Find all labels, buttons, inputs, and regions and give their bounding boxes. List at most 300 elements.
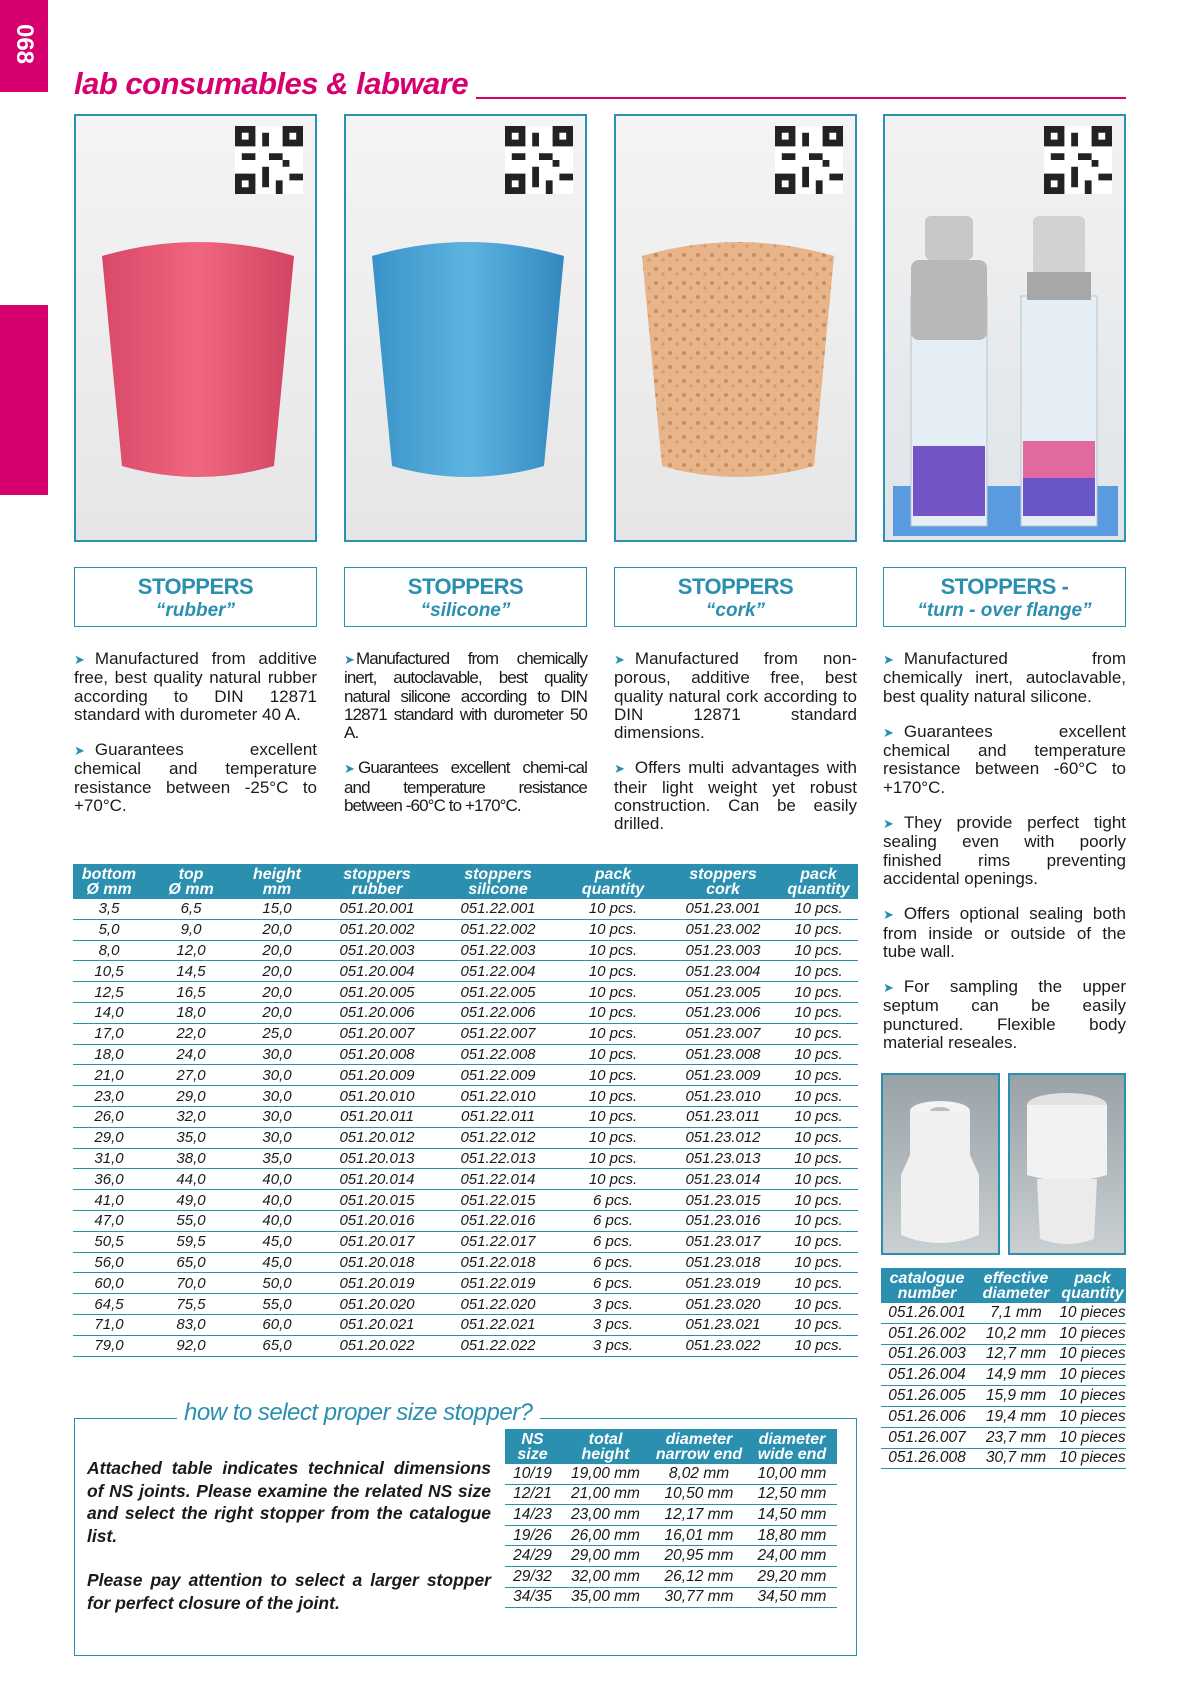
table-cell: 55,0 [237, 1294, 317, 1315]
table-cell: 3 pcs. [559, 1314, 667, 1335]
column-header-line: Ø mm [168, 881, 214, 898]
table-row [73, 1273, 858, 1294]
column-header-line: rubber [351, 881, 403, 898]
table-cell: 20,0 [237, 940, 317, 961]
table-cell: 10 pcs. [559, 1065, 667, 1086]
bullet-arrow-icon: ➤ [883, 980, 894, 996]
table-cell: 10 pcs. [779, 1294, 858, 1315]
table-cell: 10 pcs. [779, 1086, 858, 1107]
table-cell: 6 pcs. [559, 1252, 667, 1273]
table-cell: 10 pcs. [779, 1002, 858, 1023]
table-row [881, 1386, 1126, 1407]
table-cell: 32,00 mm [560, 1566, 651, 1587]
category-box-silicone [344, 567, 587, 627]
table-cell: 051.22.003 [437, 940, 559, 961]
table-cell: 10 pcs. [559, 1148, 667, 1169]
table-cell: 30,0 [237, 1106, 317, 1127]
category-subtitle: “silicone” [420, 600, 511, 621]
table-cell: 051.20.016 [317, 1210, 437, 1231]
table-cell: 10 pieces [1059, 1386, 1126, 1407]
description-text: Offers optional sealing both from inside or outside of the tube wall. [883, 904, 1126, 961]
table-cell: 10 pcs. [559, 940, 667, 961]
table-row [73, 982, 858, 1003]
table-cell: 75,5 [145, 1294, 237, 1315]
table-cell: 051.26.008 [881, 1448, 973, 1469]
description-text: Manufactured from non-porous, additive free, best quality natural cork according to DIN 12871 standard dimensions. [614, 649, 857, 743]
table-cell: 051.20.009 [317, 1065, 437, 1086]
table-cell: 30,77 mm [651, 1587, 747, 1608]
column-header [145, 864, 237, 899]
flange-stopper-thumbnail-1 [881, 1073, 1000, 1255]
table-cell: 6 pcs. [559, 1273, 667, 1294]
silicone-stopper-image [368, 236, 568, 496]
table-cell: 10 pcs. [779, 982, 858, 1003]
table-cell: 051.22.008 [437, 1044, 559, 1065]
table-cell: 051.23.020 [667, 1294, 779, 1315]
bullet-arrow-icon: ➤ [74, 743, 85, 759]
table-cell: 29,0 [73, 1127, 145, 1148]
column-header [779, 864, 858, 899]
column-header-line: bottom [81, 866, 137, 883]
table-cell: 79,0 [73, 1335, 145, 1356]
table-cell: 10 pcs. [779, 1190, 858, 1211]
table-cell: 15,9 mm [973, 1386, 1059, 1407]
table-cell: 19,00 mm [560, 1464, 651, 1484]
table-cell: 10 pcs. [779, 1252, 858, 1273]
table-cell: 30,0 [237, 1086, 317, 1107]
table-cell: 18,0 [73, 1044, 145, 1065]
table-cell: 051.23.005 [667, 982, 779, 1003]
table-cell: 051.23.003 [667, 940, 779, 961]
table-cell: 051.20.018 [317, 1252, 437, 1273]
table-cell: 20,0 [237, 1002, 317, 1023]
table-cell: 051.22.022 [437, 1335, 559, 1356]
column-header-line: height [253, 866, 301, 883]
table-cell: 83,0 [145, 1314, 237, 1335]
table-cell: 30,0 [237, 1065, 317, 1086]
column-header-line: pack [1074, 1270, 1111, 1287]
column-header [437, 864, 559, 899]
table-row [881, 1406, 1126, 1427]
column-header-line: quantity [787, 881, 850, 898]
column-header-line: stoppers [689, 866, 757, 883]
table-cell: 10 pieces [1059, 1406, 1126, 1427]
column-header-line: cork [706, 881, 740, 898]
table-cell: 47,0 [73, 1210, 145, 1231]
table-cell: 051.23.002 [667, 919, 779, 940]
table-cell: 19/26 [505, 1525, 560, 1546]
table-cell: 12,7 mm [973, 1344, 1059, 1365]
table-cell: 14,50 mm [747, 1505, 837, 1526]
table-cell: 30,0 [237, 1127, 317, 1148]
table-row [505, 1546, 837, 1567]
table-cell: 051.22.017 [437, 1231, 559, 1252]
table-cell: 10 pcs. [779, 1023, 858, 1044]
table-cell: 051.20.003 [317, 940, 437, 961]
category-name: STOPPERS [137, 574, 254, 599]
table-cell: 3 pcs. [559, 1335, 667, 1356]
table-cell: 22,0 [145, 1023, 237, 1044]
table-cell: 051.26.002 [881, 1323, 973, 1344]
bullet-arrow-icon: ➤ [883, 907, 894, 923]
table-cell: 051.26.004 [881, 1365, 973, 1386]
table-cell: 10 pieces [1059, 1365, 1126, 1386]
table-cell: 10 pcs. [779, 1314, 858, 1335]
table-cell: 10 pieces [1059, 1323, 1126, 1344]
table-cell: 64,5 [73, 1294, 145, 1315]
table-row [881, 1344, 1126, 1365]
table-cell: 38,0 [145, 1148, 237, 1169]
side-accent-bar [0, 305, 48, 495]
table-cell: 051.23.012 [667, 1127, 779, 1148]
table-cell: 051.23.006 [667, 1002, 779, 1023]
table-cell: 6 pcs. [559, 1190, 667, 1211]
table-cell: 70,0 [145, 1273, 237, 1294]
table-cell: 051.22.020 [437, 1294, 559, 1315]
table-cell: 35,0 [145, 1127, 237, 1148]
table-cell: 10 pcs. [559, 1002, 667, 1023]
column-header-line: NS [521, 1431, 544, 1448]
table-cell: 051.22.009 [437, 1065, 559, 1086]
table-row [881, 1323, 1126, 1344]
table-cell: 9,0 [145, 919, 237, 940]
table-cell: 10 pieces [1059, 1427, 1126, 1448]
table-cell: 051.20.019 [317, 1273, 437, 1294]
table-cell: 051.22.014 [437, 1169, 559, 1190]
table-row [505, 1587, 837, 1608]
table-row [73, 899, 858, 919]
table-cell: 051.20.007 [317, 1023, 437, 1044]
table-cell: 14,0 [73, 1002, 145, 1023]
table-cell: 051.26.005 [881, 1386, 973, 1407]
table-cell: 23,7 mm [973, 1427, 1059, 1448]
table-cell: 10 pcs. [559, 899, 667, 919]
table-cell: 10 pcs. [779, 899, 858, 919]
table-cell: 17,0 [73, 1023, 145, 1044]
table-cell: 41,0 [73, 1190, 145, 1211]
table-cell: 20,0 [237, 982, 317, 1003]
table-row [881, 1448, 1126, 1469]
flange-stopper-table [881, 1268, 1126, 1469]
description-cork [614, 650, 857, 851]
table-cell: 051.23.018 [667, 1252, 779, 1273]
table-cell: 10 pcs. [559, 1044, 667, 1065]
table-cell: 10 pcs. [559, 1169, 667, 1190]
table-cell: 24/29 [505, 1546, 560, 1567]
table-cell: 10 pcs. [779, 1210, 858, 1231]
table-row [73, 1294, 858, 1315]
table-cell: 051.20.015 [317, 1190, 437, 1211]
table-cell: 12,0 [145, 940, 237, 961]
table-cell: 40,0 [237, 1210, 317, 1231]
table-cell: 051.23.009 [667, 1065, 779, 1086]
table-cell: 24,00 mm [747, 1546, 837, 1567]
size-selection-paragraph: Attached table indicates technical dimensions of NS joints. Please examine the related NS size and select the right stopper from the catalogue list. [87, 1458, 491, 1546]
table-cell: 65,0 [237, 1335, 317, 1356]
table-cell: 051.20.013 [317, 1148, 437, 1169]
table-row [881, 1303, 1126, 1323]
bullet-arrow-icon: ➤ [883, 724, 894, 740]
table-cell: 051.22.021 [437, 1314, 559, 1335]
table-cell: 10,5 [73, 961, 145, 982]
table-cell: 051.23.007 [667, 1023, 779, 1044]
column-header-line: effective [983, 1270, 1049, 1287]
column-header-line: quantity [581, 881, 645, 898]
table-cell: 10 pcs. [779, 1127, 858, 1148]
description-text: For sampling the upper septum can be easily punctured. Flexible body material reseales. [883, 977, 1126, 1053]
table-cell: 051.23.015 [667, 1190, 779, 1211]
description-silicone [344, 650, 587, 832]
table-cell: 6,5 [145, 899, 237, 919]
category-name: STOPPERS [407, 574, 524, 599]
table-row [73, 1335, 858, 1356]
flange-stopper-thumbnail-2 [1008, 1073, 1126, 1255]
table-cell: 7,1 mm [973, 1303, 1059, 1323]
table-cell: 45,0 [237, 1252, 317, 1273]
table-cell: 051.22.002 [437, 919, 559, 940]
category-box-turn-over-flange [883, 567, 1126, 627]
column-header [651, 1429, 747, 1464]
column-header-line: number [897, 1285, 957, 1302]
description-text: Manufactured from chemically inert, autoclavable, best quality natural silicone according to DIN 12871 standard with durometer 50 A. [344, 649, 587, 743]
table-cell: 10 pcs. [559, 1086, 667, 1107]
table-cell: 27,0 [145, 1065, 237, 1086]
table-cell: 50,5 [73, 1231, 145, 1252]
table-cell: 23,00 mm [560, 1505, 651, 1526]
table-cell: 051.20.002 [317, 919, 437, 940]
table-cell: 3,5 [73, 899, 145, 919]
title-rule [476, 97, 1126, 99]
column-header-line: pack [594, 866, 632, 883]
table-cell: 051.20.011 [317, 1106, 437, 1127]
table-cell: 10 pcs. [779, 1065, 858, 1086]
table-cell: 71,0 [73, 1314, 145, 1335]
qr-code-icon [1044, 126, 1112, 194]
table-row [505, 1525, 837, 1546]
page-number: 068 [11, 23, 38, 65]
bullet-arrow-icon: ➤ [614, 652, 625, 667]
table-cell: 051.23.008 [667, 1044, 779, 1065]
table-cell: 051.23.022 [667, 1335, 779, 1356]
description-turn-over-flange [883, 650, 1126, 1069]
table-row [73, 1148, 858, 1169]
column-header [73, 864, 145, 899]
column-header-line: mm [262, 881, 292, 898]
column-header [747, 1429, 837, 1464]
table-cell: 051.20.022 [317, 1335, 437, 1356]
table-cell: 051.23.016 [667, 1210, 779, 1231]
column-header-line: pack [800, 866, 837, 883]
product-photo-cork [614, 114, 857, 542]
table-row [73, 1065, 858, 1086]
table-cell: 051.22.016 [437, 1210, 559, 1231]
table-cell: 10 pcs. [779, 1044, 858, 1065]
table-row [73, 1231, 858, 1252]
description-text: Offers multi advantages with their light weight yet robust construction. Can be easily drilled. [614, 758, 857, 834]
table-row [505, 1484, 837, 1505]
table-cell: 35,00 mm [560, 1587, 651, 1608]
table-row [73, 1086, 858, 1107]
table-cell: 3 pcs. [559, 1294, 667, 1315]
table-cell: 12,50 mm [747, 1484, 837, 1505]
table-cell: 16,01 mm [651, 1525, 747, 1546]
category-subtitle: “turn - over flange” [917, 600, 1092, 621]
flange-stopper-image [1010, 1075, 1124, 1253]
table-cell: 40,0 [237, 1169, 317, 1190]
table-cell: 12,17 mm [651, 1505, 747, 1526]
table-cell: 20,95 mm [651, 1546, 747, 1567]
size-selection-text [87, 1457, 491, 1636]
table-cell: 10 pcs. [779, 1335, 858, 1356]
table-cell: 051.22.015 [437, 1190, 559, 1211]
table-cell: 10 pcs. [559, 1023, 667, 1044]
table-cell: 10/19 [505, 1464, 560, 1484]
table-cell: 36,0 [73, 1169, 145, 1190]
table-cell: 051.23.021 [667, 1314, 779, 1335]
table-cell: 051.20.010 [317, 1086, 437, 1107]
table-cell: 8,02 mm [651, 1464, 747, 1484]
table-cell: 10 pcs. [779, 1106, 858, 1127]
table-cell: 20,0 [237, 961, 317, 982]
description-rubber [74, 650, 317, 832]
table-cell: 26,12 mm [651, 1566, 747, 1587]
product-photo-silicone [344, 114, 587, 542]
table-row [73, 1023, 858, 1044]
table-cell: 051.20.017 [317, 1231, 437, 1252]
table-cell: 12/21 [505, 1484, 560, 1505]
table-cell: 40,0 [237, 1190, 317, 1211]
table-cell: 18,80 mm [747, 1525, 837, 1546]
bullet-arrow-icon: ➤ [74, 652, 85, 667]
table-cell: 10,2 mm [973, 1323, 1059, 1344]
table-cell: 10 pcs. [559, 1106, 667, 1127]
category-subtitle: “cork” [705, 600, 766, 621]
column-header-line: silicone [468, 881, 528, 898]
table-cell: 26,00 mm [560, 1525, 651, 1546]
table-row [73, 1002, 858, 1023]
table-cell: 051.26.001 [881, 1303, 973, 1323]
table-cell: 30,0 [237, 1044, 317, 1065]
table-cell: 051.23.014 [667, 1169, 779, 1190]
table-cell: 29,00 mm [560, 1546, 651, 1567]
rubber-stopper-image [98, 236, 298, 496]
column-header-line: stoppers [343, 866, 411, 883]
table-cell: 21,0 [73, 1065, 145, 1086]
table-cell: 29,20 mm [747, 1566, 837, 1587]
table-cell: 59,5 [145, 1231, 237, 1252]
column-header [559, 864, 667, 899]
table-row [73, 961, 858, 982]
table-cell: 051.22.006 [437, 1002, 559, 1023]
description-text: Manufactured from additive free, best quality natural rubber according to DIN 12871 standard with durometer 40 A. [74, 649, 317, 724]
table-cell: 26,0 [73, 1106, 145, 1127]
table-cell: 6 pcs. [559, 1210, 667, 1231]
table-cell: 051.26.006 [881, 1406, 973, 1427]
column-header [237, 864, 317, 899]
table-cell: 10 pcs. [779, 1231, 858, 1252]
table-cell: 10 pcs. [559, 1127, 667, 1148]
table-cell: 051.22.010 [437, 1086, 559, 1107]
bullet-arrow-icon: ➤ [344, 761, 354, 777]
table-cell: 10 pcs. [559, 961, 667, 982]
column-header [505, 1429, 560, 1464]
cork-stopper-image [638, 236, 838, 496]
ns-joint-table [505, 1429, 837, 1608]
column-header-line: Ø mm [86, 881, 132, 898]
category-subtitle: “rubber” [155, 600, 236, 621]
column-header-line: catalogue [889, 1270, 965, 1287]
table-cell: 12,5 [73, 982, 145, 1003]
column-header-line: size [517, 1446, 548, 1463]
table-cell: 60,0 [73, 1273, 145, 1294]
category-box-rubber [74, 567, 317, 627]
column-header-line: quantity [1061, 1285, 1124, 1302]
table-cell: 051.20.006 [317, 1002, 437, 1023]
table-cell: 60,0 [237, 1314, 317, 1335]
table-cell: 10 pcs. [779, 1273, 858, 1294]
table-cell: 051.23.013 [667, 1148, 779, 1169]
table-cell: 051.23.017 [667, 1231, 779, 1252]
column-header [667, 864, 779, 899]
category-box-cork [614, 567, 857, 627]
table-cell: 051.22.001 [437, 899, 559, 919]
table-cell: 051.23.004 [667, 961, 779, 982]
table-cell: 65,0 [145, 1252, 237, 1273]
table-row [73, 1127, 858, 1148]
table-row [505, 1505, 837, 1526]
table-cell: 44,0 [145, 1169, 237, 1190]
table-cell: 051.23.001 [667, 899, 779, 919]
stoppers-size-table [73, 864, 858, 1357]
table-cell: 23,0 [73, 1086, 145, 1107]
column-header-line: diameter [758, 1431, 826, 1448]
table-cell: 34/35 [505, 1587, 560, 1608]
table-cell: 29,0 [145, 1086, 237, 1107]
table-cell: 92,0 [145, 1335, 237, 1356]
table-cell: 051.22.019 [437, 1273, 559, 1294]
bullet-arrow-icon: ➤ [883, 816, 894, 832]
flange-stopper-tubes-image [893, 216, 1118, 536]
table-cell: 051.23.011 [667, 1106, 779, 1127]
column-header [1059, 1268, 1126, 1303]
table-header-row [73, 864, 858, 899]
table-cell: 051.22.004 [437, 961, 559, 982]
product-photo-rubber [74, 114, 317, 542]
table-cell: 10 pcs. [779, 961, 858, 982]
column-header [560, 1429, 651, 1464]
table-cell: 34,50 mm [747, 1587, 837, 1608]
table-cell: 051.22.007 [437, 1023, 559, 1044]
table-cell: 051.20.001 [317, 899, 437, 919]
column-header-line: diameter [665, 1431, 733, 1448]
table-row [73, 1169, 858, 1190]
table-row [881, 1427, 1126, 1448]
description-text: Manufactured from chemically inert, autoclavable, best quality natural silicone. [883, 649, 1126, 706]
section-title: lab consumables & labware [74, 66, 469, 101]
table-cell: 30,7 mm [973, 1448, 1059, 1469]
table-cell: 6 pcs. [559, 1231, 667, 1252]
size-selection-paragraph: Please pay attention to select a larger stopper for perfect closure of the joint. [87, 1570, 491, 1613]
qr-code-icon [775, 126, 843, 194]
table-cell: 051.22.018 [437, 1252, 559, 1273]
description-text: Guarantees excellent chemical and temperature resistance between -25°C to +70°C. [74, 740, 317, 816]
table-cell: 16,5 [145, 982, 237, 1003]
product-photo-turn-over-flange [883, 114, 1126, 542]
qr-code-icon [505, 126, 573, 194]
column-header-line: diameter [982, 1285, 1050, 1302]
table-cell: 32,0 [145, 1106, 237, 1127]
column-header-line: height [581, 1446, 630, 1463]
